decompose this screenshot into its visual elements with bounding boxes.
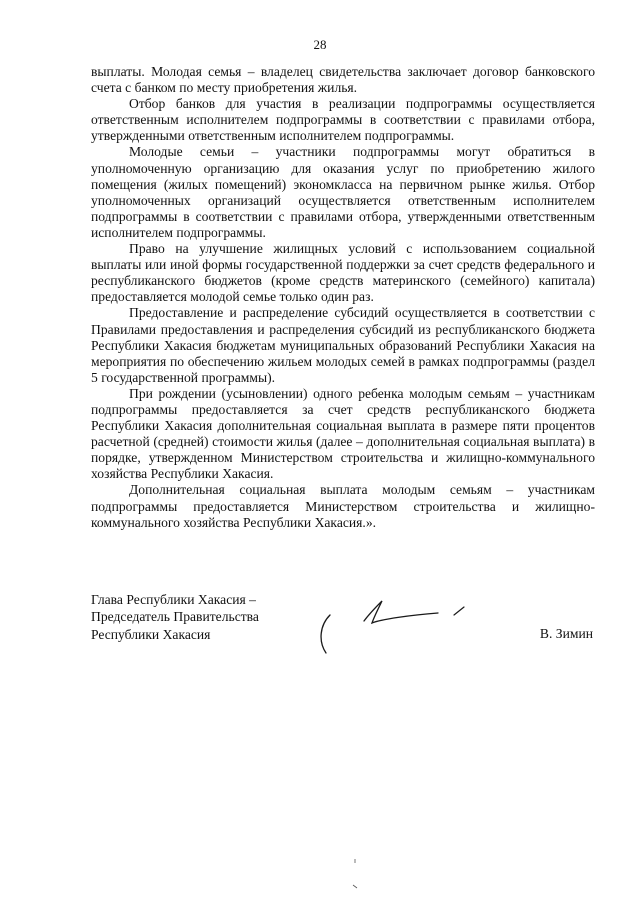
signatory-name: В. Зимин <box>539 626 593 641</box>
signature-stroke-tick <box>454 607 464 615</box>
scan-artifact <box>340 855 370 895</box>
paragraph-1: выплаты. Молодая семья – владелец свидетельства заключает договор банковского счета с банком по месту приобретения жилья. <box>91 64 595 96</box>
signature-stroke-arc <box>321 615 330 653</box>
signature-stroke-main <box>364 601 438 623</box>
page-number: 28 <box>313 37 327 52</box>
signatory-title-line-1: Глава Республики Хакасия – <box>91 592 256 607</box>
handwritten-signature <box>312 595 477 665</box>
paragraph-7: Дополнительная социальная выплата молодым семьям – участникам подпрограммы предоставляется Министерством строительства и жилищно-коммунального хозяйства Республики Хакасия.». <box>91 482 595 530</box>
signatory-title-line-2: Председатель Правительства <box>91 609 259 625</box>
paragraph-6: При рождении (усыновлении) одного ребенка молодым семьям – участникам подпрограммы предоставляется за счет средств республиканского бюджета Республики Хакасия дополнительная социальная выплата в размере пяти процентов расчетной (средней) стоимости жилья (далее – дополнительная социальная выплата) в порядке, утвержденном Министерством строительства и жилищно-коммунального хозяйства Республики Хакасия. <box>91 385 595 482</box>
signatory-title <box>91 591 259 643</box>
paragraph-5: Предоставление и распределение субсидий осуществляется в соответствии с Правилами предоставления и распределения субсидий из республиканского бюджета Республики Хакасия бюджетам муниципальных образований Республики Хакасия на мероприятия по обеспечению жильем молодых семей в рамках подпрограммы (раздел 5 государственной программы). <box>91 305 595 385</box>
signatory-title-line-3: Республики Хакасия <box>91 626 211 642</box>
paragraph-4: Право на улучшение жилищных условий с использованием социальной выплаты или иной формы государственной поддержки за счет средств федерального и республиканского бюджетов (кроме средств материнского (семейного) капитала) предоставляется молодой семье только один раз. <box>91 241 595 305</box>
paragraph-2: Отбор банков для участия в реализации подпрограммы осуществляется ответственным исполнителем подпрограммы в соответствии с правилами отбора, утвержденными ответственным исполнителем подпрограммы. <box>91 96 595 144</box>
paragraph-3: Молодые семьи – участники подпрограммы могут обратиться в уполномоченную организацию для оказания услуг по приобретению жилого помещения (жилых помещений) экономкласса на первичном рынке жилья. Отбор уполномоченных организаций осуществляется ответственным исполнителем подпрограммы в соответствии с правилами отбора, утвержденными ответственным исполнителем подпрограммы. <box>91 144 595 240</box>
document-body <box>91 64 595 531</box>
